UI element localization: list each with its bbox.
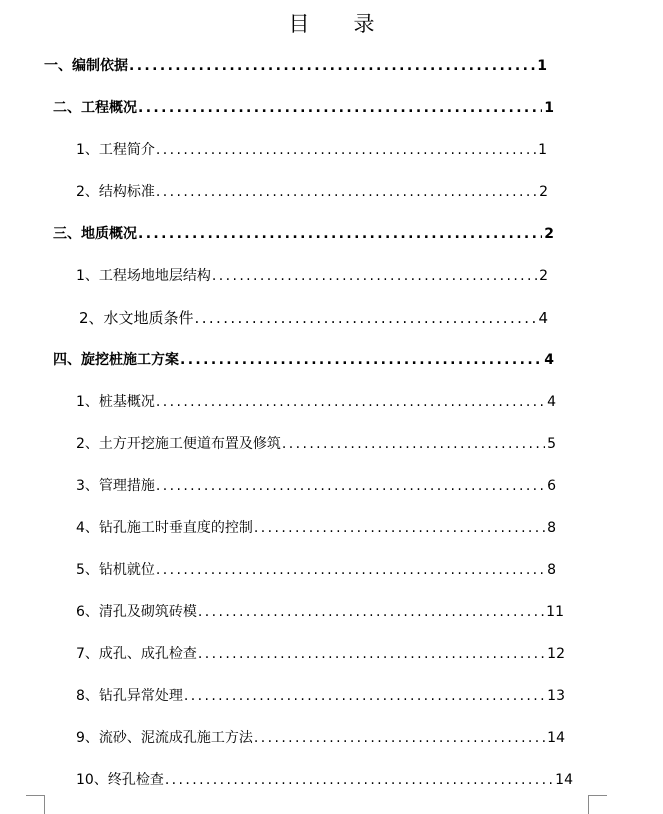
toc-entry-label: 1、桩基概况 <box>76 394 155 410</box>
toc-leader-dots <box>254 730 545 746</box>
toc-entry-page: 13 <box>547 688 565 704</box>
toc-entry-label: 2、土方开挖施工便道布置及修筑 <box>76 436 281 452</box>
toc-entry-label: 6、清孔及砌筑砖模 <box>76 604 197 620</box>
toc-entry-label: 1、工程场地地层结构 <box>76 268 211 284</box>
toc-entry-label: 一、编制依据 <box>44 58 128 74</box>
toc-entry[interactable] <box>76 559 556 581</box>
toc-entry-page: 14 <box>547 730 565 746</box>
toc-leader-dots <box>129 58 535 74</box>
toc-entry-page: 1 <box>537 58 547 74</box>
toc-entry[interactable] <box>76 181 548 203</box>
toc-entry[interactable] <box>76 475 556 497</box>
toc-entry[interactable] <box>76 685 565 707</box>
toc-entry[interactable] <box>76 433 556 455</box>
toc-entry-page: 4 <box>544 352 554 368</box>
toc-leader-dots <box>282 436 545 452</box>
toc-leader-dots <box>156 394 545 410</box>
toc-entry[interactable] <box>44 55 547 77</box>
toc-entry-label: 四、旋挖桩施工方案 <box>53 352 179 368</box>
toc-entry-page: 6 <box>547 478 556 494</box>
page-corner-mark-left <box>26 795 45 814</box>
toc-leader-dots <box>165 772 553 788</box>
toc-entry-page: 2 <box>544 226 554 242</box>
toc-entry[interactable] <box>79 307 548 329</box>
toc-leader-dots <box>156 184 537 200</box>
toc-entry-label: 3、管理措施 <box>76 478 155 494</box>
toc-leader-dots <box>138 226 542 242</box>
toc-leader-dots <box>198 646 545 662</box>
toc-entry-label: 2、结构标准 <box>76 184 155 200</box>
toc-entry-label: 5、钻机就位 <box>76 562 155 578</box>
toc-entry-page: 2 <box>539 184 548 200</box>
toc-leader-dots <box>212 268 537 284</box>
page-title <box>0 8 663 38</box>
toc-leader-dots <box>156 562 545 578</box>
toc-entry[interactable] <box>53 223 554 245</box>
toc-entry-page: 5 <box>547 436 556 452</box>
toc-leader-dots <box>156 142 536 158</box>
toc-entry[interactable] <box>53 349 554 371</box>
toc-entry-label: 8、钻孔异常处理 <box>76 688 183 704</box>
toc-leader-dots <box>180 352 542 368</box>
toc-entry[interactable] <box>76 727 565 749</box>
toc-entry[interactable] <box>76 601 564 623</box>
toc-entry-page: 4 <box>547 394 556 410</box>
toc-entry-page: 1 <box>544 100 554 116</box>
toc-entry-page: 2 <box>539 268 548 284</box>
toc-entry[interactable] <box>53 97 554 119</box>
toc-leader-dots <box>195 309 537 327</box>
toc-entry-page: 11 <box>546 604 564 620</box>
toc-entry-label: 三、地质概况 <box>53 226 137 242</box>
toc-entry[interactable] <box>76 265 548 287</box>
toc-leader-dots <box>198 604 544 620</box>
toc-entry[interactable] <box>76 139 547 161</box>
toc-entry-label: 2、水文地质条件 <box>79 309 194 327</box>
toc-entry-page: 1 <box>538 142 547 158</box>
toc-entry-label: 7、成孔、成孔检查 <box>76 646 197 662</box>
toc-leader-dots <box>184 688 545 704</box>
toc-entry-page: 8 <box>547 520 556 536</box>
toc-entry[interactable] <box>76 643 565 665</box>
toc-entry-label: 10、终孔检查 <box>76 772 164 788</box>
toc-entry[interactable] <box>76 517 556 539</box>
toc-entry-page: 12 <box>547 646 565 662</box>
toc-entry-label: 9、流砂、泥流成孔施工方法 <box>76 730 253 746</box>
title-char-2: 录 <box>353 12 375 36</box>
toc-entry[interactable] <box>76 391 556 413</box>
title-char-1: 目 <box>288 12 310 36</box>
toc-entry-label: 4、钻孔施工时垂直度的控制 <box>76 520 253 536</box>
toc-leader-dots <box>138 100 542 116</box>
toc-entry-label: 二、工程概况 <box>53 100 137 116</box>
toc-entry[interactable] <box>76 769 573 791</box>
toc-entry-label: 1、工程简介 <box>76 142 155 158</box>
toc-leader-dots <box>254 520 545 536</box>
toc-entry-page: 14 <box>555 772 573 788</box>
toc-leader-dots <box>156 478 545 494</box>
toc-entry-page: 8 <box>547 562 556 578</box>
page-corner-mark-right <box>588 795 607 814</box>
toc-entry-page: 4 <box>538 309 548 327</box>
